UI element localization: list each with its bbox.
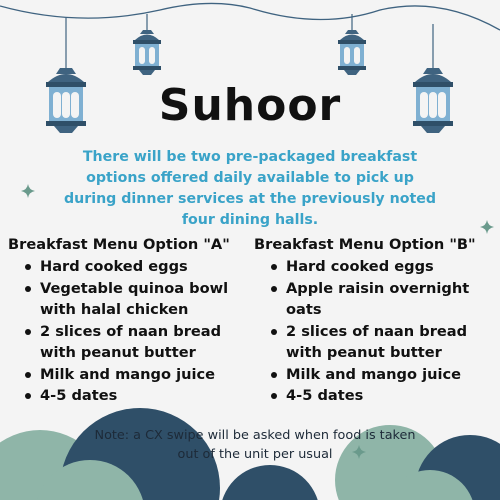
list-item: 4-5 dates [270,385,494,407]
sparkle-icon [479,219,495,235]
lantern-icon [338,30,366,75]
list-item: Apple raisin overnight oats [270,278,494,321]
menu-list [254,256,494,407]
list-item: Milk and mango juice [24,364,248,386]
menu-heading: Breakfast Menu Option "B" [254,236,476,253]
menu-option-a [8,236,248,407]
list-item: Vegetable quinoa bowl with halal chicken [24,278,248,321]
note-text: Note: a CX swipe will be asked when food is taken out of the unit per usual [94,428,416,462]
list-item: 2 slices of naan bread with peanut butter [270,321,494,364]
menu-option-b [254,236,494,407]
garland-string [0,3,500,30]
menu-heading: Breakfast Menu Option "A" [8,236,230,253]
menu-list [8,256,248,407]
list-item: Hard cooked eggs [270,256,494,278]
intro-text: There will be two pre-packaged breakfast options offered daily available to pick up during dinner services at the previously noted four dining halls. [63,149,437,228]
list-item: Hard cooked eggs [24,256,248,278]
list-item: Milk and mango juice [270,364,494,386]
sparkle-icon [20,183,36,199]
list-item: 2 slices of naan bread with peanut butter [24,321,248,364]
page-title: Suhoor [158,80,342,131]
list-item: 4-5 dates [24,385,248,407]
lantern-icon [133,30,161,75]
